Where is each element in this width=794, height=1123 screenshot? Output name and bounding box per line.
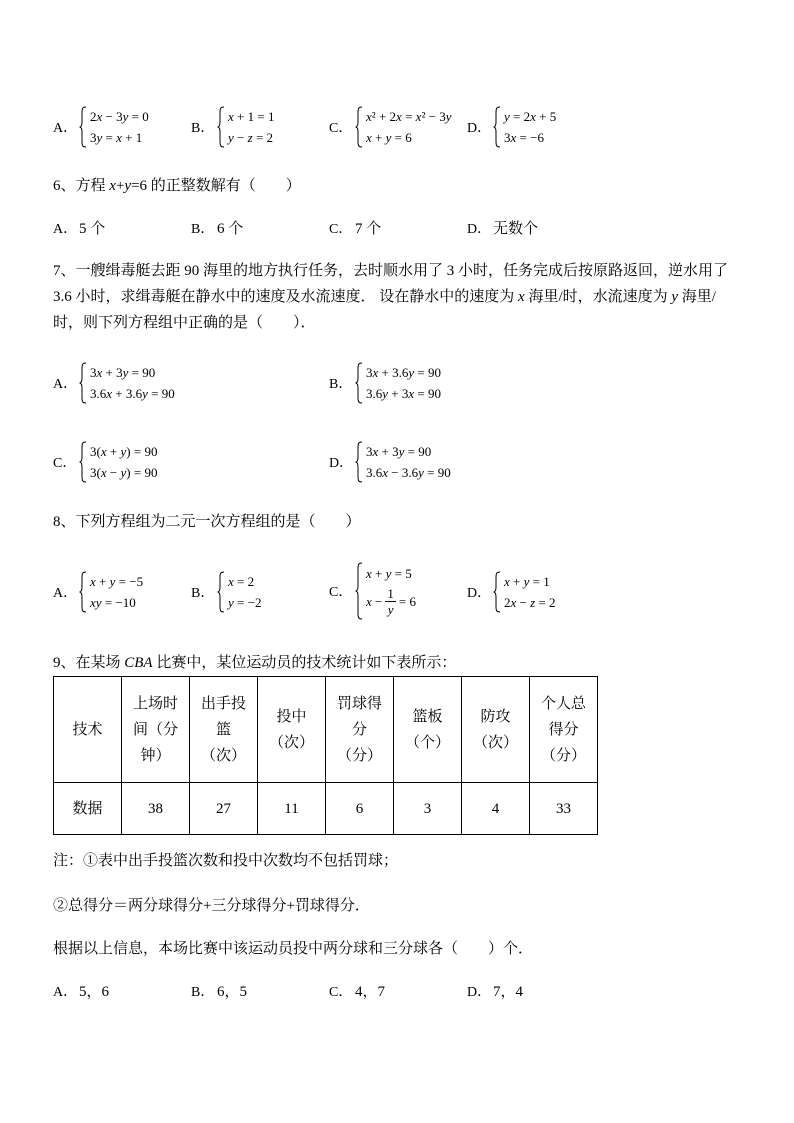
brace-icon (79, 362, 87, 404)
fraction-numerator: 1 (387, 586, 394, 601)
cell-text: 33 (556, 800, 571, 817)
variable-x: x (518, 289, 525, 305)
equation-system (90, 106, 149, 148)
q9-stem-league: CBA (124, 655, 153, 671)
table-row (54, 783, 598, 835)
data-cell (190, 783, 258, 835)
equation: y − z = 2 (228, 130, 274, 145)
equation-part: = 6 (398, 594, 416, 609)
option-letter: B． (191, 222, 215, 237)
q6-stem-expression: x+y (109, 178, 132, 194)
equation: 3x + 3.6y = 90 (366, 365, 441, 380)
q6-option-d (467, 216, 538, 243)
q9-stem-suffix: 比赛中，某位运动员的技术统计如下表所示： (152, 655, 457, 671)
equation: x = 2 (228, 574, 255, 589)
equation: x + y = 6 (366, 130, 412, 145)
equation: x + y = 5 (366, 565, 412, 581)
brace-icon (217, 106, 225, 148)
option-letter: D． (329, 456, 354, 471)
brace-icon (493, 571, 501, 613)
brace-icon (355, 362, 363, 404)
equation: 3.6x − 3.6y = 90 (366, 465, 451, 480)
q9-option-c (329, 979, 385, 1006)
option-letter: A． (53, 222, 78, 237)
header-cell (326, 677, 394, 783)
equation: 3.6y + 3x = 90 (366, 386, 441, 401)
option-letter: C． (329, 222, 353, 237)
q6-stem-expression-tail: =6 (131, 178, 148, 194)
equation-system (228, 571, 261, 613)
option-letter: C． (329, 985, 353, 1000)
q8-stem: 8、下列方程组为二元一次方程组的是（ ） (53, 514, 361, 530)
data-cell (394, 783, 462, 835)
brace-icon (355, 441, 363, 483)
option-letter: D． (467, 985, 492, 1000)
option-letter: A． (53, 377, 78, 392)
data-cell (326, 783, 394, 835)
q9-question: 根据以上信息，本场比赛中该运动员投中两分球和三分球各（ ）个． (53, 941, 534, 957)
data-cell (530, 783, 598, 835)
header-cell (122, 677, 190, 783)
q7-stem-text: 海里/时，则下列方程组中正确的是（ ）． (53, 289, 716, 331)
header-text: 出手投篮（次） (200, 695, 246, 764)
q9-stem (53, 650, 456, 676)
table-header-row (54, 677, 598, 783)
fraction (385, 586, 396, 617)
equation-part: x − (366, 594, 383, 609)
equation: 2x − 3y = 0 (90, 109, 149, 124)
header-cell (530, 677, 598, 783)
equation: 3.6x + 3.6y = 90 (90, 386, 175, 401)
equation: x + y = 1 (504, 574, 550, 589)
option-letter: A． (53, 586, 78, 601)
q9-option-d (467, 979, 523, 1006)
data-cell (54, 783, 122, 835)
q5-option-b (191, 106, 274, 148)
header-text: 上场时间（分钟） (132, 695, 178, 764)
q6-option-a (53, 216, 105, 243)
brace-icon (79, 441, 87, 483)
equation: x² + 2x = x² − 3y (366, 109, 452, 124)
brace-icon (493, 106, 501, 148)
header-text: 罚球得分（分） (336, 695, 382, 764)
option-letter: B． (329, 377, 353, 392)
option-letter: A． (53, 985, 78, 1000)
option-text: 无数个 (493, 221, 539, 237)
equation: y = 2x + 5 (504, 109, 557, 124)
stats-table (53, 676, 598, 835)
header-cell (54, 677, 122, 783)
q6-stem (53, 173, 301, 199)
option-text: 6，5 (217, 984, 248, 1000)
cell-text: 11 (284, 800, 299, 817)
variable-y: y (671, 289, 679, 305)
q9-option-a (53, 979, 109, 1006)
cell-text: 4 (491, 800, 500, 817)
equation-system (90, 441, 157, 483)
brace-icon (79, 106, 87, 148)
option-letter: D． (467, 586, 492, 601)
data-cell (258, 783, 326, 835)
equation: y = −2 (228, 595, 262, 610)
cell-text: 6 (355, 800, 364, 817)
q8-option-b (191, 571, 261, 613)
equation-system (366, 441, 451, 483)
equation: 3(x − y) = 90 (90, 465, 158, 480)
option-letter: B． (191, 121, 215, 136)
option-letter: D． (467, 121, 492, 136)
option-text: 5 个 (79, 221, 106, 237)
q7-stem-text: 7、一艘缉毒艇去距 90 海里的地方执行任务，去时顺水用了 3 小时，任务完成后按原路返回，逆水用了 3.6 小时，求缉毒艇在静水中的速度及水流速度． 设在静水中的速度为 (53, 263, 729, 305)
brace-icon (355, 562, 363, 620)
option-letter: C． (53, 456, 77, 471)
fraction-equation (366, 584, 416, 620)
option-letter: B． (191, 586, 215, 601)
option-text: 7，4 (493, 984, 524, 1000)
header-cell (394, 677, 462, 783)
q7-option-a (53, 362, 175, 404)
brace-icon (355, 106, 363, 148)
equation: 3y = x + 1 (90, 130, 143, 145)
q8-option-c (329, 562, 416, 620)
brace-icon (79, 571, 87, 613)
equation: 3(x + y) = 90 (90, 444, 158, 459)
option-text: 4，7 (355, 984, 386, 1000)
header-text: 篮板（个） (404, 708, 450, 751)
option-letter: C． (329, 121, 353, 136)
q7-stem (53, 258, 743, 336)
q7-option-b (329, 362, 441, 404)
equation-system (366, 106, 451, 148)
cell-text: 数据 (72, 800, 103, 817)
equation: 3x + 3y = 90 (366, 444, 432, 459)
q7-option-d (329, 441, 451, 483)
q6-option-b (191, 216, 243, 243)
equation-system (90, 571, 143, 613)
header-text: 投中（次） (268, 708, 314, 751)
q9-stem-prefix: 9、在某场 (53, 655, 125, 671)
q8-option-a (53, 571, 143, 613)
header-cell (462, 677, 530, 783)
option-text: 7 个 (355, 221, 382, 237)
brace-icon (217, 571, 225, 613)
header-text: 防攻（次） (472, 708, 518, 751)
equation-system (228, 106, 274, 148)
q6-option-c (329, 216, 381, 243)
option-text: 5，6 (79, 984, 110, 1000)
data-cell (462, 783, 530, 835)
q5-option-d (467, 106, 556, 148)
equation-system (366, 563, 416, 620)
q5-option-c (329, 106, 451, 148)
option-letter: C． (329, 585, 353, 600)
q7-option-c (53, 441, 157, 483)
equation: x + 1 = 1 (228, 109, 275, 124)
q6-stem-prefix: 6、方程 (53, 178, 110, 194)
option-letter: B． (191, 985, 215, 1000)
header-text: 技术 (72, 721, 103, 738)
cell-text: 3 (423, 800, 432, 817)
option-letter: D． (467, 222, 492, 237)
cell-text: 38 (148, 800, 163, 817)
q5-option-a (53, 106, 149, 148)
equation: x + y = −5 (90, 574, 144, 589)
equation-system (504, 106, 556, 148)
equation: 3x = −6 (504, 130, 544, 145)
q7-stem-text: 海里/时，水流速度为 (524, 289, 672, 305)
fraction-denominator: y (387, 602, 394, 617)
equation: 2x − z = 2 (504, 595, 556, 610)
cell-text: 27 (216, 800, 231, 817)
q9-note-2: ②总得分＝两分球得分+三分球得分+罚球得分． (53, 898, 370, 914)
header-cell (258, 677, 326, 783)
option-text: 6 个 (217, 221, 244, 237)
q9-note-1: 注：①表中出手投篮次数和投中次数均不包括罚球； (53, 853, 399, 869)
q8-option-d (467, 571, 556, 613)
equation: 3x + 3y = 90 (90, 365, 156, 380)
equation-system (90, 362, 175, 404)
header-cell (190, 677, 258, 783)
equation-system (366, 362, 441, 404)
header-text: 个人总得分（分） (540, 695, 586, 764)
option-letter: A． (53, 121, 78, 136)
data-cell (122, 783, 190, 835)
equation: xy = −10 (90, 595, 136, 610)
q9-option-b (191, 979, 247, 1006)
equation-system (504, 571, 556, 613)
q6-stem-suffix: 的正整数解有（ ） (147, 178, 301, 194)
